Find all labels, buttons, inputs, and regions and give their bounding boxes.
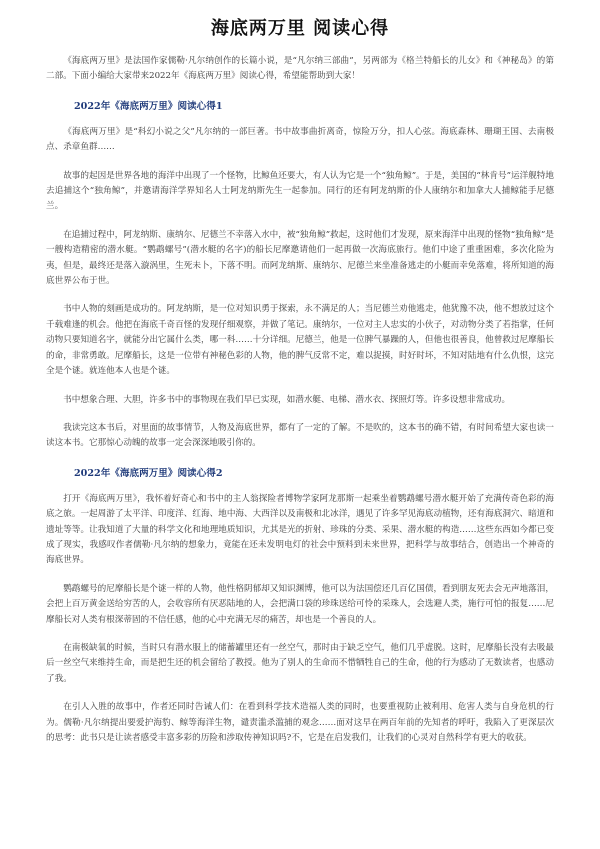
section-2-paragraph: 打开《海底两万里》，我怀着好奇心和书中的主人翁探险者博物学家阿龙那斯一起乘坐着鹦鹉螺号潜水艇开始了充满传奇色彩的海底之旅。一起周游了太平洋、印度洋、红海、地中海、大西洋以及南极和北冰洋，遇见了许多罕见海底动植物，还有海底洞穴、暗道和遗址等等。让我知道了大量的科学文化和地理地质知识，尤其是光的折射、珍珠的分类、采果、潜水艇的构造……这些东西如今都已变成了现实，我感叹作者儒勒·凡尔纳的想象力，竟能在还未发明电灯的社会中预料到未来世界，把科学与故事结合，创造出一个神奇的海底世界。 (46, 493, 554, 566)
section-1-paragraph: 在追捕过程中，阿龙纳斯、康纳尔、尼德兰不幸落入水中，被“独角鲸”救起，这时他们才发现，原来海洋中出现的怪物“独角鲸”是一艘构造精密的潜水艇。“鹦鹉螺号”(潜水艇的名字)的船长尼摩邀请他们一起再做一次海底旅行。他们中途了重重困难，多次化险为夷，但是，最终还是落入漩涡里，生死未卜，下落不明。而阿龙纳斯、康纳尔、尼德兰来坐准备逃走的小艇而幸免落难，将所知道的海底世界公布于世。 (46, 229, 554, 287)
section-1-paragraph: 我读完这本书后，对里面的故事情节，人物及海底世界，都有了一定的了解。不是吹的，这本书的确不错，有时间希望大家也读一读这本书。它那惊心动魄的故事一定会深深地吸引你的。 (46, 422, 554, 449)
section-1-paragraph: 《海底两万里》是“科幻小说之父”凡尔纳的一部巨著。书中故事曲折离奇，惊险万分，扣人心弦。海底森林、珊瑚王国、去南极点、杀章鱼群…… (46, 126, 554, 153)
section-1-heading: 2022年《海底两万里》阅读心得1 (74, 100, 223, 112)
section-2-paragraph: 在引人入胜的故事中，作者还同时告诫人们：在看到科学技术造福人类的同时，也要重视防止被利用、危害人类与自身危机的行为。儒勒·凡尔纳提出要爱护海豹、鲸等海洋生物，谴责滥杀滥捕的观念……面对这早在两百年前的先知者的呼吁，我陷入了更深层次的思考：此书只是让读者感受丰富多彩的历险和涉取传神知识吗?不，它是在启发我们，让我们的心灵对自然科学有更大的收获。 (46, 702, 554, 743)
section-2-heading: 2022年《海底两万里》阅读心得2 (74, 467, 223, 479)
section-1-paragraph: 故事的起因是世界各地的海洋中出现了一个怪物，比鲸鱼还要大，有人认为它是一个“独角鲸”。于是，美国的“林肯号”运洋舰特地去追捕这个“独角鲸”，并邀请海洋学界知名人士阿龙纳斯先生一起参加。同行的还有阿龙纳斯的仆人康纳尔和加拿大人捕鲸能手尼德兰。 (46, 170, 554, 212)
section-2-paragraph: 鹦鹉螺号的尼摩船长是个谜一样的人物，他性格阴郁却又知识渊博，他可以为法国偿还几百亿国债，看到朋友死去会无声地落泪，会把上百万黄金送给穷苦的人，会收容所有厌恶陆地的人，会把满口袋的珍珠送给可怜的采珠人，会选避人类，施行可怕的报复……尼摩船长对人类有根深蒂固的不信任感，他的心中充满无尽的痛苦，却也是一个善良的人。 (46, 583, 554, 625)
section-1-paragraph: 书中人物的刻画是成功的。阿龙纳斯，是一位对知识勇于探索，永不满足的人；当尼德兰劝他逃走，他犹豫不决，他不想放过这个千载难逢的机会。他把在海底千奇百怪的发现仔细观察，并做了笔记。康纳尔，一位对主人忠实的小伙子，对动物分类了若指掌，任何动物只要知道名字，就能分出它属什么类，哪一科……十分详细。尼德兰，他是一位脾气暴躁的人，但他也很善良，他曾救过尼摩船长的命，非常勇敢。尼摩船长，这是一位带有神秘色彩的人物，他的脾气反常不定，难以捉摸，时好时坏，不知对陆地有什么仇恨，这完全是个谜。就连他本人也是个谜。 (46, 304, 554, 377)
section-1-paragraph: 书中想象合理、大胆，许多书中的事物现在我们早已实现，如潜水艇、电梯、潜水衣、探照灯等。许多设想非常成功。 (63, 394, 511, 405)
section-2-paragraph: 在南极缺氧的时候，当时只有潜水服上的储蓄罐里还有一丝空气，那时由于缺乏空气，他们几乎虚脱。这时，尼摩船长没有去吸最后一丝空气来维持生命，而是把生还的机会留给了教授。他为了别人的生命而不惜牺牲自己的生命，他的行为感动了无数读者，也感动了我。 (46, 642, 554, 684)
page-title: 海底两万里 阅读心得 (210, 18, 390, 39)
intro-paragraph: 《海底两万里》是法国作家儒勒·凡尔纳创作的长篇小说，是“凡尔纳三部曲”，另两部为《格兰特船长的儿女》和《神秘岛》的第二部。下面小编给大家带来2022年《海底两万里》阅读心得，希望能帮助到大家！ (46, 56, 554, 82)
